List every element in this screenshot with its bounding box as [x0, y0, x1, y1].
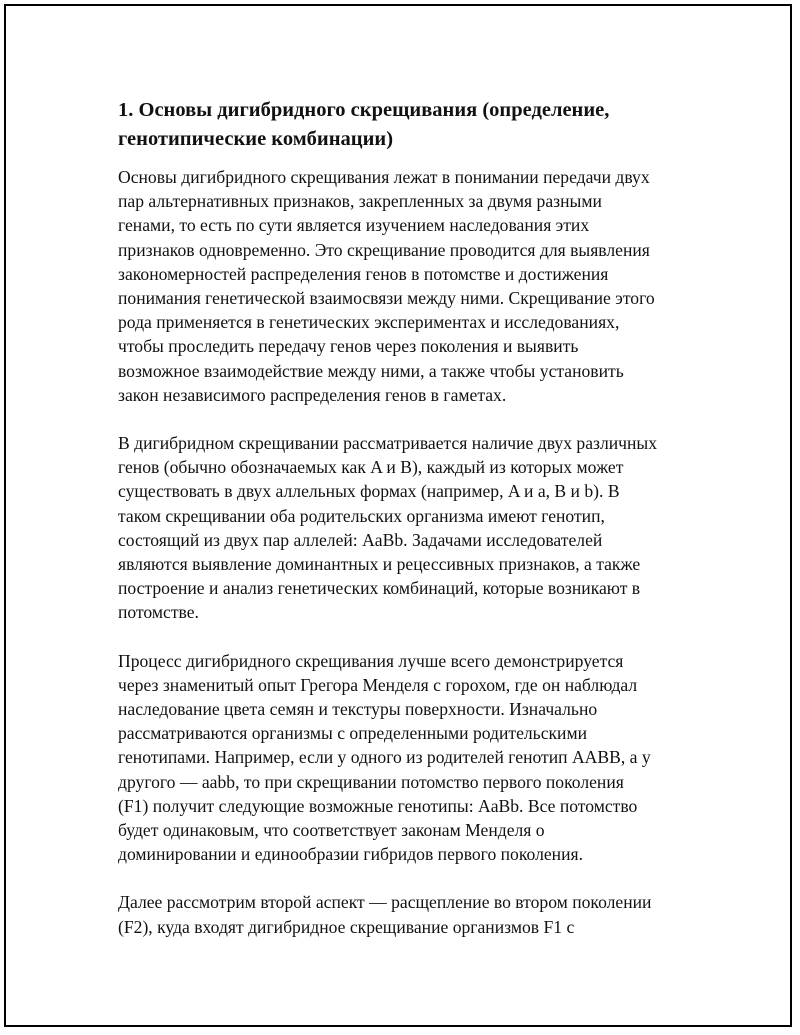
text-line: Далее рассмотрим второй аспект — расщепление во втором поколении [118, 892, 652, 913]
text-line: понимания генетической взаимосвязи между ними. Скрещивание этого [118, 288, 655, 309]
text-line: закономерностей распределения генов в потомстве и достижения [118, 263, 609, 284]
text-line: рода применяется в генетических экспериментах и исследованиях, [118, 312, 620, 333]
text-line: В дигибридном скрещивании рассматривается наличие двух различных [118, 433, 658, 454]
text-line: возможное взаимодействие между ними, а также чтобы установить [118, 360, 624, 381]
text-line: (F1) получит следующие возможные генотипы: AaBb. Все потомство [118, 795, 638, 816]
paragraph-4 [118, 890, 688, 938]
text-line: через знаменитый опыт Грегора Менделя с горохом, где он наблюдал [118, 674, 638, 695]
text-line: наследование цвета семян и текстуры поверхности. Изначально [118, 699, 598, 720]
heading-line: 1. Основы дигибридного скрещивания (определение, [118, 99, 610, 121]
paragraph-3 [118, 649, 688, 867]
text-line: рассматриваются организмы с определенными родительскими [118, 723, 588, 744]
text-line: генами, то есть по сути является изучением наследования этих [118, 215, 590, 236]
text-line: закон независимого распределения генов в гаметах. [118, 384, 507, 405]
text-line: (F2), куда входят дигибридное скрещивание организмов F1 с [118, 916, 575, 937]
text-line: будет одинаковым, что соответствует законам Менделя о [118, 820, 545, 841]
section-heading [118, 96, 688, 154]
text-line: Процесс дигибридного скрещивания лучше всего демонстрируется [118, 650, 624, 671]
text-line: доминировании и единообразии гибридов первого поколения. [118, 844, 583, 865]
text-line: таком скрещивании оба родительских организма имеют генотип, [118, 505, 605, 526]
paragraph-1 [118, 165, 688, 407]
text-line: генов (обычно обозначаемых как A и B), каждый из которых может [118, 457, 624, 478]
text-line: генотипами. Например, если у одного из родителей генотип AABB, а у [118, 747, 651, 768]
paragraph-2 [118, 431, 688, 625]
text-line: потомстве. [118, 602, 199, 623]
text-line: чтобы проследить передачу генов через поколения и выявить [118, 336, 579, 357]
heading-line: генотипические комбинации) [118, 128, 394, 150]
text-line: пар альтернативных признаков, закрепленных за двумя разными [118, 191, 602, 212]
text-line: другого — aabb, то при скрещивании потомство первого поколения [118, 771, 624, 792]
text-line: признаков одновременно. Это скрещивание проводится для выявления [118, 239, 650, 260]
text-line: существовать в двух аллельных формах (например, A и a, B и b). В [118, 481, 620, 502]
document-body [118, 96, 688, 963]
text-line: являются выявление доминантных и рецессивных признаков, а также [118, 554, 641, 575]
text-line: Основы дигибридного скрещивания лежат в понимании передачи двух [118, 167, 650, 187]
text-line: состоящий из двух пар аллелей: AaBb. Задачами исследователей [118, 529, 603, 550]
text-line: построение и анализ генетических комбинаций, которые возникают в [118, 578, 641, 599]
